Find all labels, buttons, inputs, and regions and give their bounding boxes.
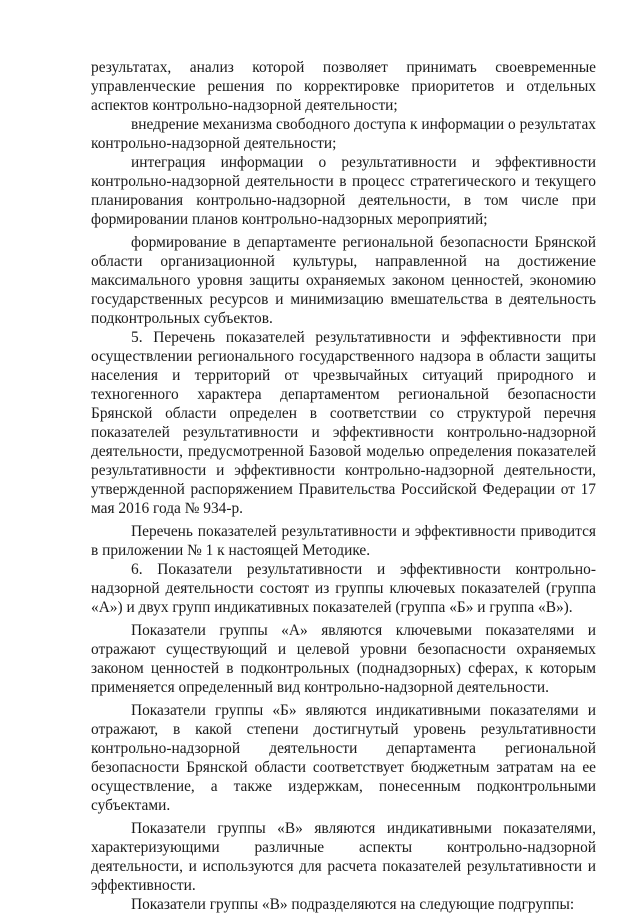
paragraph-group-v-description: Показатели группы «В» являются индикативными показателями, характеризующими различные аспекты контрольно-надзорной деятельности, и используются для расчета показателей результативности и эффективности. (91, 820, 596, 894)
paragraph-group-b-description: Показатели группы «Б» являются индикативными показателями и отражают, в какой степени достигнутый уровень результативности контрольно-надзорной деятельности департамента региональной безопасности Брянской области соответствует бюджетным затратам на ее осуществление, а также издержкам, понесенным подконтрольными субъектами. (91, 702, 596, 814)
document-body (91, 58, 596, 914)
paragraph-integration-planning: интеграция информации о результативности и эффективности контрольно-надзорной деятельности в процесс стратегического и текущего планирования контрольно-надзорной деятельности, в том числе при формировании планов контрольно-надзорных мероприятий; (91, 154, 596, 228)
paragraph-continuation-results-analysis: результатах, анализ которой позволяет принимать своевременные управленческие решения по корректировке приоритетов и отдельных аспектов контрольно-надзорной деятельности; (91, 59, 596, 114)
paragraph-organizational-culture: формирование в департаменте региональной безопасности Брянской области организационной культуры, направленной на достижение максимального уровня защиты охраняемых законом ценностей, экономию государственных ресурсов и минимизацию вмешательства в деятельность подконтрольных субъектов. (91, 234, 596, 327)
paragraph-item-6-indicator-groups: 6. Показатели результативности и эффективности контрольно-надзорной деятельности состоят из группы ключевых показателей (группа «А») и двух групп индикативных показателей (группа «Б» и группа «В»). (91, 561, 596, 616)
paragraph-appendix-reference: Перечень показателей результативности и эффективности приводится в приложении № 1 к настоящей Методике. (91, 523, 596, 559)
paragraph-item-5-indicator-list: 5. Перечень показателей результативности и эффективности при осуществлении регионального государственного надзора в области защиты населения и территорий от чрезвычайных ситуаций природного и техногенного характера департаментом региональной безопасности Брянской области определен в соответствии со структурой перечня показателей результативности и эффективности контрольно-надзорной деятельности, предусмотренной Базовой моделью определения показателей результативности и эффективности контрольно-надзорной деятельности, утвержденной распоряжением Правительства Российской Федерации от 17 мая 2016 года № 934-р. (91, 329, 596, 517)
paragraph-group-v-subgroups: Показатели группы «В» подразделяются на следующие подгруппы: (131, 896, 575, 913)
paragraph-group-a-description: Показатели группы «А» являются ключевыми показателями и отражают существующий и целевой уровни безопасности охраняемых законом ценностей в подконтрольных (поднадзорных) сферах, к которым применяется определенный вид контрольно-надзорной деятельности. (91, 622, 596, 696)
paragraph-free-access-mechanism: внедрение механизма свободного доступа к информации о результатах контрольно-надзорной деятельности; (91, 116, 596, 152)
